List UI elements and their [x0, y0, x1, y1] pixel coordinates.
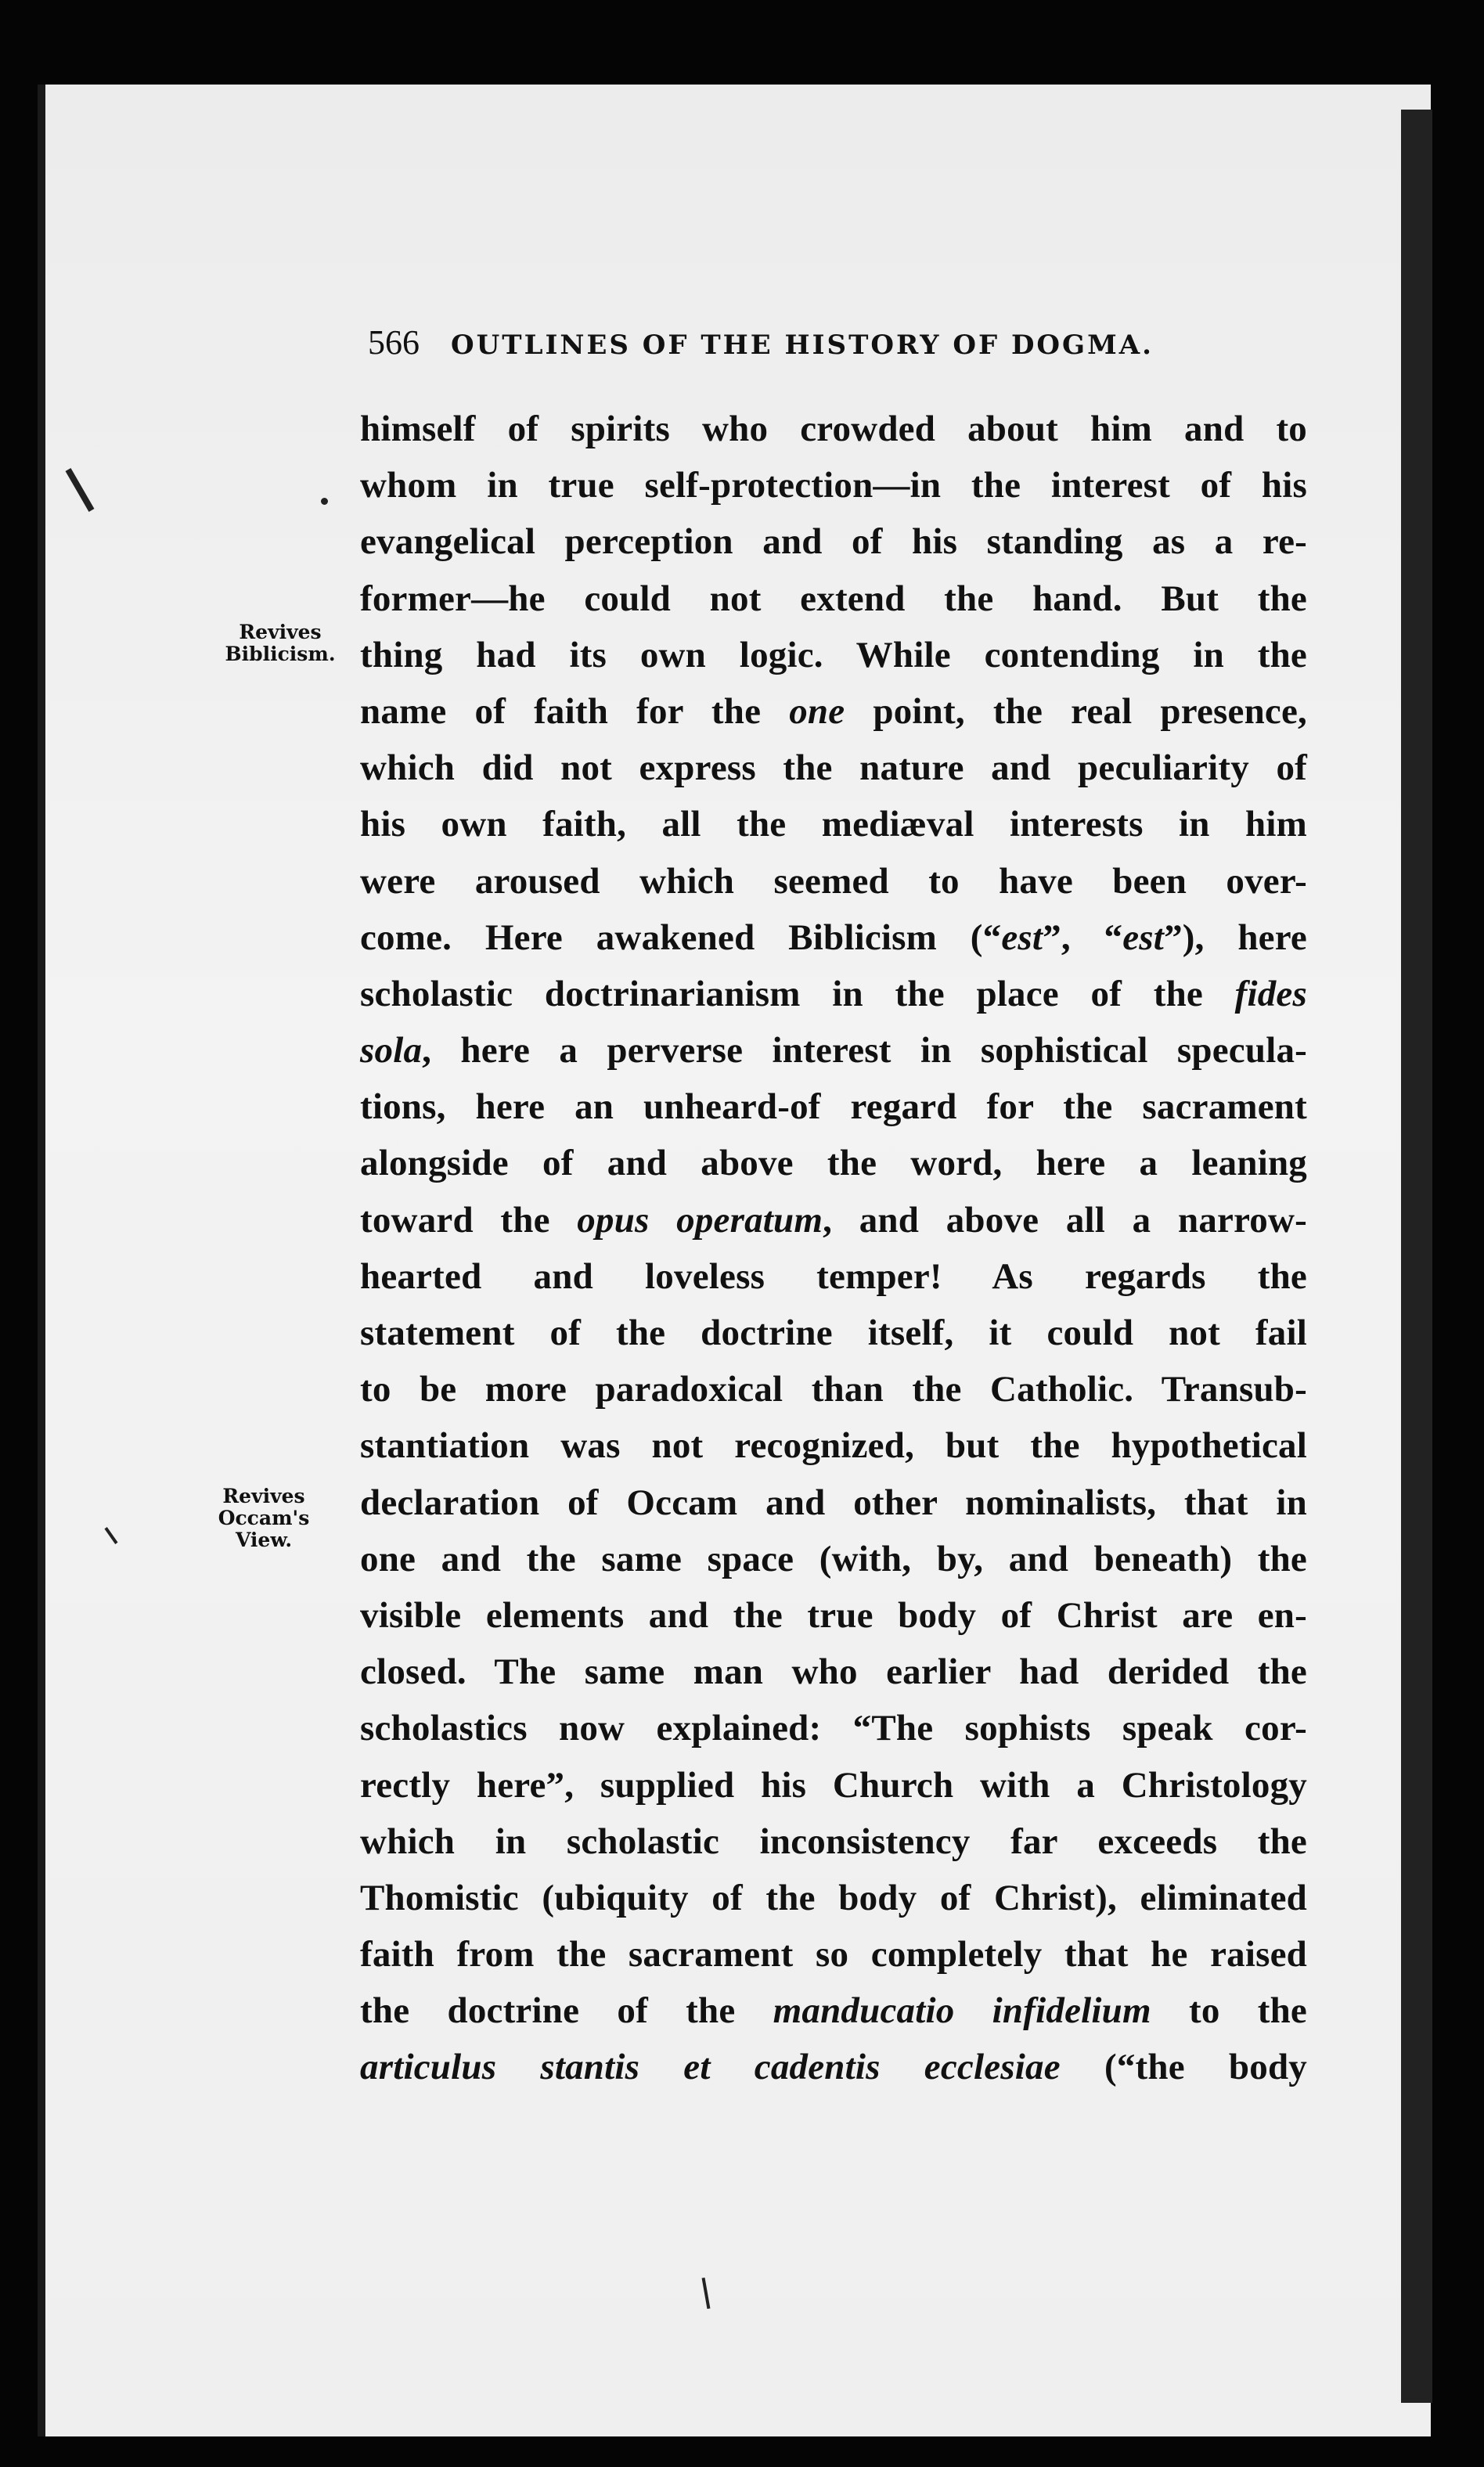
text-line: alongside of and above the word, here a leaning [360, 1143, 1307, 1184]
margin-note-occam [205, 1486, 322, 1551]
text-line: closed. The same man who earlier had derided the [360, 1651, 1307, 1693]
text-line: his own faith, all the mediæval interests in him [360, 804, 1307, 845]
margin-note-line: Biblicism. [225, 643, 336, 665]
margin-note-biblicism [210, 621, 351, 665]
text-line: statement of the doctrine itself, it could not fail [360, 1313, 1307, 1353]
text-line: declaration of Occam and other nominalists, that in [360, 1482, 1307, 1523]
text-line: name of faith for the one point, the real presence, [360, 690, 1307, 732]
margin-note-line: Occam's [218, 1507, 310, 1529]
text-line: hearted and loveless temper! As regards the [360, 1255, 1307, 1297]
book-spine-edge [1401, 110, 1432, 2403]
text-line: scholastics now explained: “The sophists speak cor- [360, 1708, 1307, 1749]
margin-note-line: View. [235, 1529, 293, 1551]
text-line: articulus stantis et cadentis ecclesiae (“the body [360, 2047, 1307, 2088]
text-line: tions, here an unheard-of regard for the sacrament [360, 1086, 1307, 1128]
text-line: sola, here a perverse interest in sophistical specula- [360, 1030, 1307, 1071]
margin-note-line: Revives [239, 621, 322, 643]
text-line: former—he could not extend the hand. But the [360, 578, 1307, 619]
text-line: stantiation was not recognized, but the hypothetical [360, 1425, 1307, 1467]
text-line: come. Here awakened Biblicism (“est”, “est”), here [360, 917, 1307, 958]
text-line: evangelical perception and of his standing as a re- [360, 521, 1307, 563]
text-line: were aroused which seemed to have been over- [360, 860, 1307, 902]
text-line: whom in true self-protection—in the interest of his [360, 465, 1307, 506]
text-line: himself of spirits who crowded about him and to [360, 409, 1307, 449]
text-line: which in scholastic inconsistency far exceeds the [360, 1821, 1307, 1862]
margin-note-line: Revives [222, 1485, 305, 1507]
text-line: visible elements and the true body of Christ are en- [360, 1594, 1307, 1636]
text-line: which did not express the nature and peculiarity of [360, 747, 1307, 789]
text-line: to be more paradoxical than the Catholic. Transub- [360, 1369, 1307, 1410]
text-line: the doctrine of the manducatio infidelium to the [360, 1990, 1307, 2032]
page-header [368, 322, 1307, 369]
text-line: scholastic doctrinarianism in the place of the fides [360, 973, 1307, 1014]
text-line: one and the same space (with, by, and beneath) the [360, 1538, 1307, 1579]
text-line: faith from the sacrament so completely that he raised [360, 1934, 1307, 1975]
scan-speck [321, 498, 328, 505]
text-line: toward the opus operatum, and above all a narrow- [360, 1199, 1308, 1241]
running-title: OUTLINES OF THE HISTORY OF DOGMA. [451, 330, 1154, 361]
text-line: thing had its own logic. While contending in the [360, 634, 1307, 675]
text-line: Thomistic (ubiquity of the body of Christ), eliminated [360, 1877, 1307, 1918]
text-line: rectly here”, supplied his Church with a Christology [360, 1764, 1307, 1806]
body-text [360, 401, 1307, 2096]
page-number: 566 [368, 323, 420, 362]
